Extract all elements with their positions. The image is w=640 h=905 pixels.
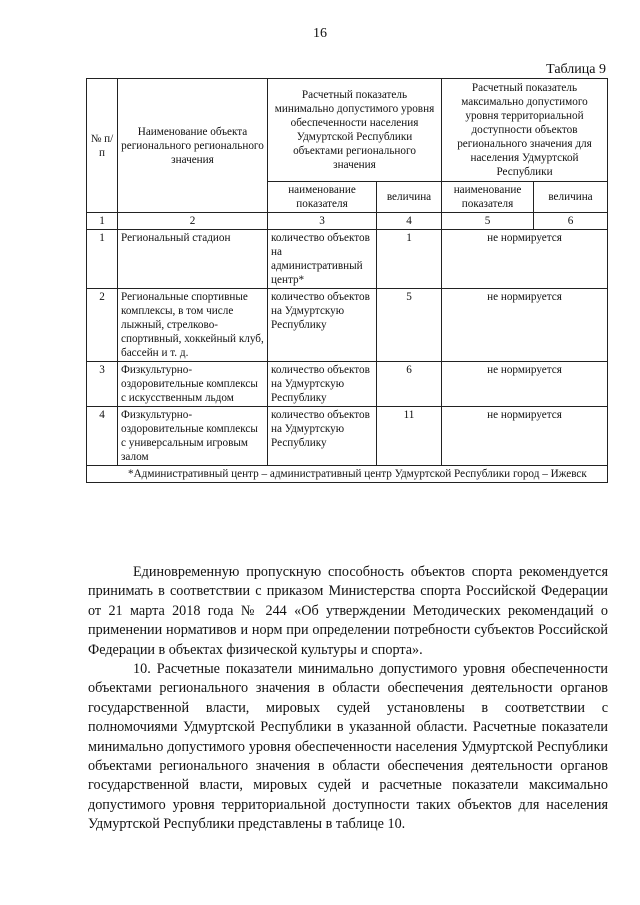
column-number-row: [87, 213, 608, 230]
subheader-name-1: наименование показателя: [268, 182, 377, 213]
row-max: не нормируется: [442, 289, 608, 362]
row-name: Региональные спортивные комплексы, в том числе лыжный, стрелково-спортивный, хоккейный клуб, бассейн и т. д.: [118, 289, 268, 362]
subheader-value-2: величина: [534, 182, 608, 213]
col-number: 1: [87, 213, 118, 230]
row-value: 6: [377, 362, 442, 407]
table-row: [87, 362, 608, 407]
col-number: 5: [442, 213, 534, 230]
col-number: 3: [268, 213, 377, 230]
header-max-level: Расчетный показатель максимально допустимого уровня территориальной доступности объектов регионального значения для населения Удмуртской Республики: [442, 79, 608, 182]
table-9: [86, 78, 608, 483]
col-number: 2: [118, 213, 268, 230]
row-indicator: количество объектов на Удмуртскую Республику: [268, 407, 377, 466]
paragraph-capacity: Единовременную пропускную способность объектов спорта рекомендуется принимать в соответствии с приказом Министерства спорта Российской Федерации от 21 марта 2018 года № 244 «Об утверждении Методических рекомендаций о применении нормативов и норм при определении потребности субъектов Российской Федерации в объектах физической культуры и спорта».: [88, 564, 608, 658]
row-indicator: количество объектов на Удмуртскую Республику: [268, 362, 377, 407]
row-num: 1: [87, 230, 118, 289]
row-max: не нормируется: [442, 230, 608, 289]
row-num: 4: [87, 407, 118, 466]
header-num: № п/п: [87, 79, 118, 213]
table-row: [87, 230, 608, 289]
row-indicator: количество объектов на Удмуртскую Республику: [268, 289, 377, 362]
row-indicator: количество объектов на административный центр*: [268, 230, 377, 289]
page-number: 16: [313, 26, 327, 41]
row-name: Региональный стадион: [118, 230, 268, 289]
table-header-row: [87, 79, 608, 182]
row-num: 2: [87, 289, 118, 362]
row-max: не нормируется: [442, 407, 608, 466]
paragraph-section-10: 10. Расчетные показатели минимально допустимого уровня обеспеченности объектами регионального значения в области обеспечения деятельности органов государственной власти, мировых судей установлены в соответствии с полномочиями Удмуртской Республики в указанной области. Расчетные показатели минимально допустимого уровня обеспеченности населения Удмуртской Республики объектами регионального значения в области обеспечения деятельности органов государственной власти, мировых судей и расчетные показатели максимально допустимого уровня территориальной доступности таких объектов для населения Удмуртской Республики представлены в таблице 10.: [88, 661, 608, 833]
header-name: Наименование объекта регионального регионального значения: [118, 79, 268, 213]
row-max: не нормируется: [442, 362, 608, 407]
col-number: 4: [377, 213, 442, 230]
table-footnote: *Административный центр – административный центр Удмуртской Республики город – Ижевск: [128, 468, 587, 480]
table-footnote-cell: [87, 466, 608, 483]
row-name: Физкультурно-оздоровительные комплексы с искусственным льдом: [118, 362, 268, 407]
row-value: 1: [377, 230, 442, 289]
table-row: [87, 407, 608, 466]
row-value: 11: [377, 407, 442, 466]
table-label: Таблица 9: [546, 62, 606, 77]
subheader-name-2: наименование показателя: [442, 182, 534, 213]
header-min-level: Расчетный показатель минимально допустимого уровня обеспеченности населения Удмуртской Республики объектами регионального значения: [268, 79, 442, 182]
row-name: Физкультурно-оздоровительные комплексы с универсальным игровым залом: [118, 407, 268, 466]
row-num: 3: [87, 362, 118, 407]
subheader-value-1: величина: [377, 182, 442, 213]
row-value: 5: [377, 289, 442, 362]
table-footnote-row: [87, 466, 608, 483]
col-number: 6: [534, 213, 608, 230]
table-row: [87, 289, 608, 362]
